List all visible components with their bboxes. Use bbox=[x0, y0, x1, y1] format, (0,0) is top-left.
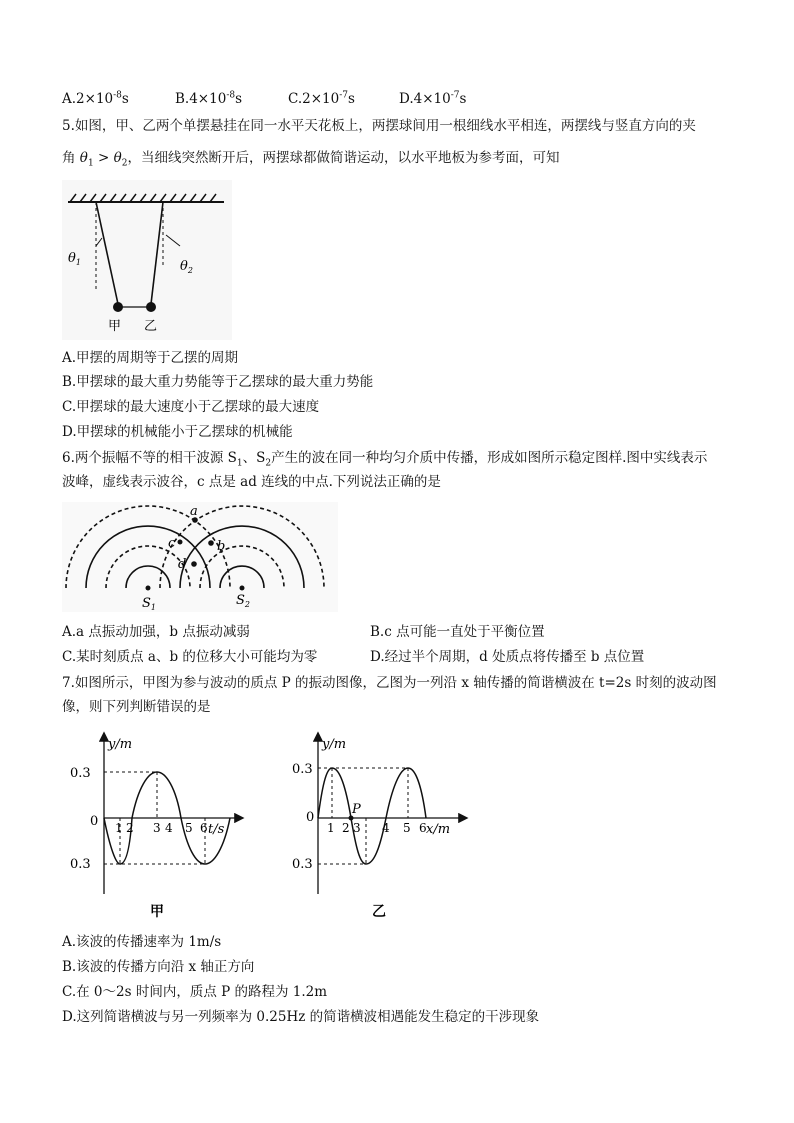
label-zero: 0 bbox=[90, 814, 99, 829]
label-bottom: 0.3 bbox=[70, 857, 91, 872]
source-s2-dot bbox=[240, 586, 245, 591]
q4-option-d: $D.4\times 10^{-7}s$ bbox=[399, 90, 467, 107]
q5-option-b: B.甲摆球的最大重力势能等于乙摆球的最大重力势能 bbox=[62, 374, 374, 390]
tick-3: 3 bbox=[353, 821, 361, 835]
label-jia: 甲 bbox=[108, 319, 122, 334]
point-d bbox=[191, 561, 197, 567]
label-c: c bbox=[168, 536, 176, 551]
tick-6: 6 bbox=[419, 821, 427, 835]
label-s1: $S_1$ bbox=[142, 596, 156, 612]
q6-option-c: C.某时刻质点 a、b 的位移大小可能均为零 bbox=[62, 649, 318, 665]
tick-1: 1 bbox=[327, 821, 335, 835]
q4-option-b: $B.4\times 10^{-8}s$ bbox=[175, 90, 243, 107]
xlabel: x/m bbox=[426, 822, 451, 837]
q7-option-a: A.该波的传播速率为 1m/s bbox=[62, 934, 222, 950]
label-yi: 乙 bbox=[144, 319, 158, 334]
wave-curve bbox=[318, 768, 426, 864]
q6-stem-line2: 波峰，虚线表示波谷，c 点是 ad 连线的中点.下列说法正确的是 bbox=[62, 474, 441, 490]
label-theta2: $\theta_2$ bbox=[180, 259, 193, 275]
q6-option-b: B.c 点可能一直处于平衡位置 bbox=[370, 624, 545, 640]
q7-option-d: D.这列简谐横波与另一列频率为 0.25Hz 的简谐横波相遇能发生稳定的干涉现象 bbox=[62, 1009, 540, 1025]
q6-interference-figure bbox=[62, 502, 338, 612]
label-top: 0.3 bbox=[292, 762, 313, 777]
q7-stem-line2: 像，则下列判断错误的是 bbox=[62, 699, 211, 715]
label-d: d bbox=[178, 557, 187, 572]
label-a: a bbox=[190, 504, 198, 519]
q5-option-c: C.甲摆球的最大速度小于乙摆球的最大速度 bbox=[62, 399, 320, 415]
label-s2: $S_2$ bbox=[236, 593, 250, 609]
tick-3: 3 bbox=[153, 821, 161, 835]
q5-option-d: D.甲摆球的机械能小于乙摆球的机械能 bbox=[62, 424, 293, 440]
label-b: b bbox=[217, 539, 226, 554]
tick-5: 5 bbox=[185, 821, 193, 835]
tick-5: 5 bbox=[403, 821, 411, 835]
point-b bbox=[208, 540, 214, 546]
q4-option-c: $C.2\times 10^{-7}s$ bbox=[288, 90, 355, 107]
point-c bbox=[178, 540, 183, 545]
label-top: 0.3 bbox=[70, 766, 91, 781]
q7-option-c: C.在 0～2s 时间内，质点 P 的路程为 1.2m bbox=[62, 984, 328, 1000]
ball-jia bbox=[113, 302, 123, 312]
q4-option-a: $A.2\times 10^{-8}s$ bbox=[62, 90, 129, 107]
label-zero: 0 bbox=[306, 810, 315, 825]
ball-yi bbox=[146, 302, 156, 312]
tick-1: 1 bbox=[115, 821, 123, 835]
ylabel: y/m bbox=[108, 737, 133, 752]
label-theta1: $\theta_1$ bbox=[68, 251, 81, 267]
q6-option-a: A.a 点振动加强，b 点振动减弱 bbox=[62, 624, 250, 640]
caption-jia: 甲 bbox=[150, 904, 164, 920]
ylabel: y/m bbox=[322, 737, 347, 752]
q5-pendulum-figure bbox=[62, 180, 232, 340]
tick-2: 2 bbox=[342, 821, 350, 835]
q7-figure-yi bbox=[290, 726, 490, 926]
q7-option-b: B.该波的传播方向沿 x 轴正方向 bbox=[62, 959, 255, 975]
caption-yi: 乙 bbox=[372, 904, 386, 920]
label-p: P bbox=[352, 802, 361, 817]
label-bottom: 0.3 bbox=[292, 857, 313, 872]
tick-4: 4 bbox=[165, 821, 173, 835]
q7-figure-jia bbox=[62, 726, 252, 926]
source-s1-dot bbox=[146, 586, 151, 591]
tick-2: 2 bbox=[126, 821, 134, 835]
q7-stem-line1: 7.如图所示，甲图为参与波动的质点 P 的振动图像，乙图为一列沿 x 轴传播的简谐横波在 t=2s 时刻的波动图 bbox=[62, 675, 717, 691]
q5-stem-line2: 角 $\theta_1 > \theta_2$，当细线突然断开后，两摆球都做简谐运动，以水平地板为参考面，可知 bbox=[62, 150, 560, 169]
tick-4: 4 bbox=[382, 821, 390, 835]
xlabel: t/s bbox=[208, 822, 225, 837]
tick-6: 6 bbox=[200, 821, 208, 835]
q6-stem-line1: 6.两个振幅不等的相干波源 $S_1$、$S_2$产生的波在同一种均匀介质中传播，形成如图所示稳定图样.图中实线表示 bbox=[62, 450, 708, 469]
q6-option-d: D.经过半个周期，d 处质点将传播至 b 点位置 bbox=[370, 649, 645, 665]
q5-option-a: A.甲摆的周期等于乙摆的周期 bbox=[62, 350, 239, 366]
q5-stem-line1: 5.如图，甲、乙两个单摆悬挂在同一水平天花板上，两摆球间用一根细线水平相连，两摆线与竖直方向的夹 bbox=[62, 118, 696, 134]
